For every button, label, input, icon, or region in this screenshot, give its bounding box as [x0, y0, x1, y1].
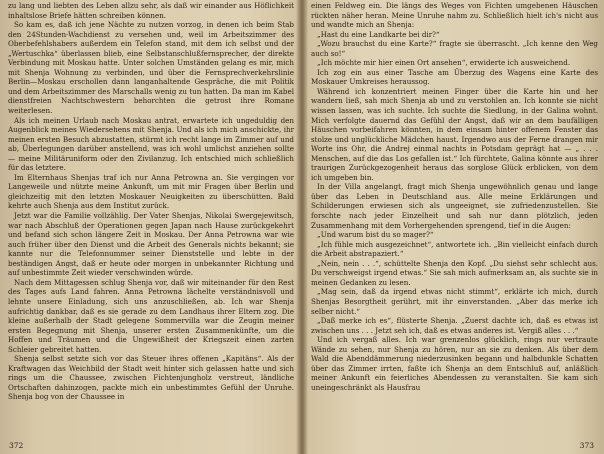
paragraph: einen Feldweg ein. Die längs des Weges von Fichten umgebenen Häuschen rückten näher heran. Meine Unruhe nahm zu. Schließlich hielt ich's nicht aus und wandte mich an Shenja: — [311, 1, 598, 30]
paragraph: „Hast du eine Landkarte bei dir?“ — [317, 29, 440, 39]
paragraph: „Ich fühle mich ausgezeichnet“, antwortete ich. „Bin vielleicht einfach durch die Arbeit abstrapaziert.“ — [311, 239, 598, 259]
paragraph: „Mag sein, daß da irgend etwas nicht stimmt“, erklärte ich mich, durch Shenjas Besorgtheit gerührt, mit ihr einverstanden. „Aber das merke ich selber nicht.“ — [311, 287, 598, 316]
paragraph: „Wozu brauchst du eine Karte?“ fragte sie überrascht. „Ich kenne den Weg auch so!“ — [311, 39, 598, 58]
paragraph: Jetzt war die Familie vollzählig. Der Vater Shenjas, Nikolai Swergejewitsch, war nach Abschluß der Operationen gegen Japan nach Hause zurückgekehrt und befand sich schon längere Zeit in Moskau. Der Anna Petrowna war wie auch früher über den Dienst und die Arbeit des Generals nichts bekannt; sie kannte nur die Telefonnummer seiner Dienststelle und lebte in der beständigen Angst, daß er heute oder morgen in unbekannter Richtung und auf unbestimmte Zeit wieder verschwinden würde. — [8, 211, 294, 278]
paragraph: Und ich vergaß alles. Ich war grenzenlos glücklich, rings nur vertraute Wände zu sehen, nur Shenja zu hören, nur an sie zu denken. Als über dem Wald die Abenddämmerung niederzusinken begann und halbdunkle Schatten über das Zimmer irrten, faßte ich Shenja an dem Entschluß auf, anläßlich meiner Ankunft ein feierliches Abendessen zu veranstalten. Sie kam sich uneingeschränkt als Hausfrau — [311, 335, 598, 392]
paragraph: In der Villa angelangt, fragt mich Shenja ungewöhnlich genau und lange über das Leben in Deutschland aus. Alle meine Erklärungen und Schilderungen erwiesen sich als ungeeignet, sie zufriedenzustellen. Sie forschte nach jeder Einzelheit und sah nur dann plötzlich, jeden Zusammenhang mit dem Vorhergehenden sprengend, tief in die Augen: — [311, 182, 598, 230]
paragraph: Nach dem Mittagessen schlug Shenja vor, daß wir miteinander für den Rest des Tages aufs Land fahren. Anna Petrowna lächelte verständnisvoll und lehnte unsere Einladung, sich uns anzuschließen, ab. Ich war Shenja aufrichtig dankbar, daß es sie gerade zu dem Landhaus ihrer Eltern zog. Die kleine außerhalb der Stadt gelegene Sommervilla war die Zeugin meiner ersten Begegnung mit Shenja, unserer ersten Zusammenkünfte, um die Hoffen und Träumen und die Ungewißheit der Kriegszeit einen zarten Schleier gebreitet hatten. — [8, 277, 294, 354]
paragraph: zu lang und liebten des Leben allzu sehr, als daß wir einander aus Höflichkeit inhaltslose Briefe hätten schreiben können. — [8, 1, 294, 20]
right-page — [311, 0, 598, 454]
paragraph: Als ich meinen Urlaub nach Moskau antrat, erwartete ich ungeduldig den Augenblick meines Wiedersehens mit Shenja. Und als ich mich anschickte, ihr meinen ersten Besuch abzustatten, stürmt ich recht lange im Zimmer auf und ab, Überlegungen darüber anstellend, was ich wohl umlichst anziehen sollte — meine Militäruniform oder den Zivilanzug. Ich entschied mich schließlich für das letztere. — [8, 115, 294, 173]
left-page-number: 372 — [9, 441, 24, 450]
right-page-text — [311, 0, 598, 392]
paragraph: „Nein, nein . . .“, schüttelte Shenja den Kopf. „Du siehst sehr schlecht aus. Du verschweigst irgend etwas.“ Sie sah mich aufmerksam an, als suchte sie in meinen Gedanken zu lesen. — [311, 258, 598, 287]
paragraph: Im Elternhaus Shenjas traf ich nur Anna Petrowna an. Sie vergingen vor Langeweile und nützte meine Ankunft, um mit mir Fragen über Berlin und gleichzeitig mit den letzten Moskauer Neuigkeiten zu überschütten. Bald kehrte auch Shenja aus dem Institut zurück. — [8, 172, 294, 211]
paragraph: „Ich möchte mir hier einen Ort ansehen“, erwiderte ich ausweichend. — [317, 58, 571, 68]
left-page — [8, 0, 294, 454]
right-page-number: 373 — [579, 441, 594, 450]
paragraph: „Und warum bist du so mager?“ — [317, 230, 434, 240]
left-page-text — [8, 0, 294, 402]
paragraph: Shenja selbst setzte sich vor das Steuer ihres offenen „Kapitäns“. Als der Kraftwagen das Weichbild der Stadt weit hinter sich gelassen hatte und sich rings um die Chaussee, zwischen Fichtenjungholz verstreut, ländliche Ortschaften dahinzogen, packte mich ein unbestimmtes Gefühl der Unruhe. Shenja bog von der Chaussee in — [8, 354, 294, 402]
paragraph: Ich zog ein aus einer Tasche am Überzug des Wagens eine Karte des Moskauer Umkreises heraussog. — [311, 67, 598, 87]
book-gutter — [296, 0, 308, 454]
paragraph: So kam es, daß ich jene Nächte zu nutzen vorzog, in denen ich beim Stab den 24Stunden-Wachdienst zu versehen und, weil im Arbeitszimmer des Oberbefehlshabers außerdem ein Telefon stand, mit dem ich selbst und der „Wertuschka“ überlassen blieb, eine Selbstanschlußfernsprecher, der direkte Verbindung mit Moskau hatte. Unter solchen Umständen gelang es mir, mich mit Shenja Wohnung zu verbinden, und über die Fernsprechverkehrslinie Berlin—Moskau erschollen dann langanhaltende Gespräche, die mit Politik und dem Arbeitszimmer des Marschalls wenig zu tun hatten. Da man im Kabel dienstfreien Nachtschwestern behorchten die getrost ihre Romane weiterlesen. — [8, 20, 294, 116]
paragraph: „Daß merke ich es“, flüsterte Shenja. „Zuerst dachte ich, daß es etwas ist zwischen uns . . . Jetzt seh ich, daß es etwas anderes ist. Vergiß alles . . .“ — [311, 316, 598, 335]
paragraph: Während ich konzentriert meinen Finger über die Karte hin und her wandern ließ, sah mich Shenja ab und zu verstohlen an. Ich konnte sie nicht wissen lassen, was ich suchte. Ich suchte die Siedlung, in der Galina wohnt. Mich verfolgte dauernd das Gefühl der Angst, daß wir an dem baufälligen Häuschen vorbeifahren könnten, in dem einsam hinter offenem Fenster das stolze und unglückliche Mädchen haust. Irgendwo aus der Ferne drangen mir Worte ins Ohr, die Andrej einmal nachts in Potsdam geprägt hat — „ . . . Menschen, auf die das Los gefallen ist.“ Ich fürchtete, Galina könnte aus ihrer traurigen Zurückgezogenheit heraus das sorglose Glück erblicken, von dem ich umgeben bin. — [311, 86, 598, 182]
